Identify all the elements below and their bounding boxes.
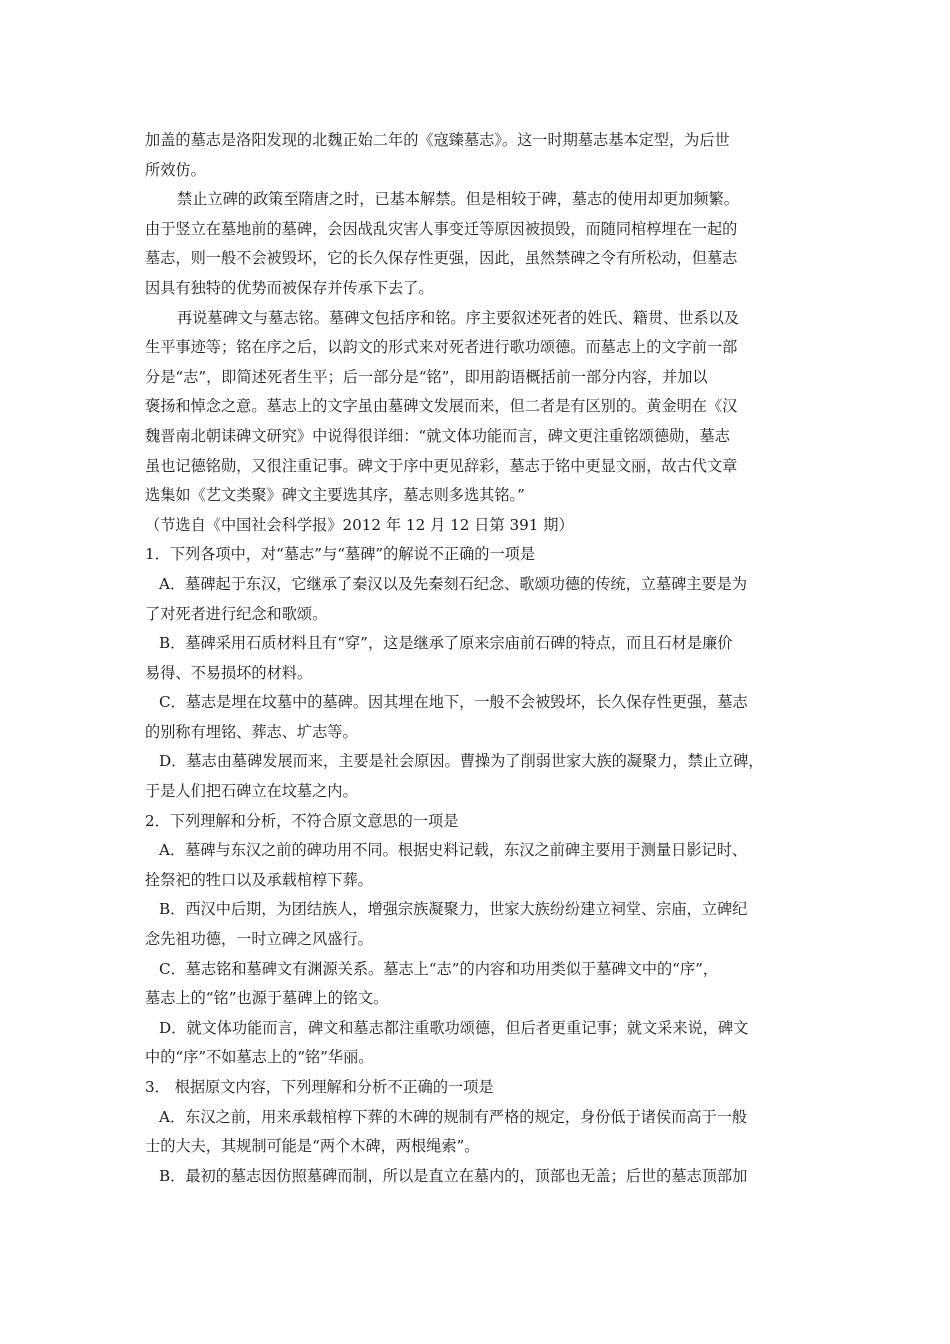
option-d [145, 747, 813, 806]
option-b [145, 629, 813, 688]
text-line: 生平事迹等；铭在序之后，以韵文的形式来对死者进行歌功颂德。而墓志上的文字前一部 [145, 338, 738, 357]
text-line: 由于竖立在墓地前的墓碑，会因战乱灾害人事变迁等原因被损毁，而随同棺椁埋在一起的 [145, 219, 738, 238]
option-text: 的别称有埋铭、葬志、圹志等。 [145, 722, 358, 741]
option-b [145, 895, 813, 954]
text-line: 所效仿。 [145, 160, 206, 179]
option-text: A．东汉之前，用来承载棺椁下葬的木碑的规制有严格的规定，身份低于诸侯而高于一般 [159, 1107, 748, 1126]
text-line: 墓志，则一般不会被毁坏，它的长久保存性更强，因此，虽然禁碑之令有所松动，但墓志 [145, 249, 738, 268]
option-text: 易得、不易损坏的材料。 [145, 663, 313, 682]
text-line: 褒扬和悼念之意。墓志上的文字虽由墓碑文发展而来，但二者是有区别的。黄金明在《汉 [145, 397, 738, 416]
option-text: 拴祭祀的牲口以及承载棺椁下葬。 [145, 870, 373, 889]
text-line: 因具有独特的优势而被保存并传承下去了。 [145, 278, 434, 297]
option-text: A．墓碑起于东汉，它继承了秦汉以及先秦刻石纪念、歌颂功德的传统，立墓碑主要是为 [159, 574, 748, 593]
text-line: 再说墓碑文与墓志铭。墓碑文包括序和铭。序主要叙述死者的姓氏、籍贯、世系以及 [177, 308, 739, 327]
question-stem: 1．下列各项中，对“墓志”与“墓碑”的解说不正确的一项是 [145, 545, 536, 564]
option-c [145, 688, 813, 747]
option-text: 于是人们把石碑立在坟墓之内。 [145, 782, 358, 801]
option-text: C．墓志铭和墓碑文有渊源关系。墓志上“志”的内容和功用类似于墓碑文中的“序”， [159, 959, 719, 978]
option-text: 中的“序”不如墓志上的“铭”华丽。 [145, 1048, 374, 1067]
option-text: B．西汉中后期，为团结族人，增强宗族凝聚力，世家大族纷纷建立祠堂、宗庙，立碑纪 [159, 900, 748, 919]
option-text: 念先祖功德，一时立碑之风盛行。 [145, 930, 373, 949]
question-1 [145, 540, 813, 806]
text-line: 选集如《艺文类聚》碑文主要选其序，墓志则多选其铭。” [145, 486, 525, 505]
paragraph-3 [145, 304, 813, 511]
paragraph-2 [145, 185, 813, 303]
paragraph-1 [145, 126, 813, 185]
document-body [145, 126, 813, 1191]
option-c [145, 955, 813, 1014]
option-text: 墓志上的“铭”也源于墓碑上的铭文。 [145, 989, 389, 1008]
option-text: A．墓碑与东汉之前的碑功用不同。根据史料记载，东汉之前碑主要用于测量日影记时、 [159, 841, 748, 860]
question-stem: 2．下列理解和分析，不符合原文意思的一项是 [145, 811, 459, 830]
text-line: 加盖的墓志是洛阳发现的北魏正始二年的《寇臻墓志》。这一时期墓志基本定型，为后世 [145, 131, 730, 149]
text-line: 虽也记德铭勋，又很注重记事。碑文于序中更见辞彩，墓志于铭中更显文丽，故古代文章 [145, 456, 738, 475]
option-a [145, 570, 813, 629]
question-2 [145, 807, 813, 1073]
option-text: D．就文体功能而言，碑文和墓志都注重歌功颂德，但后者更重记事；就文采来说，碑文 [159, 1018, 749, 1037]
option-a [145, 836, 813, 895]
question-stem: 3． 根据原文内容，下列理解和分析不正确的一项是 [145, 1078, 494, 1096]
text-line: 禁止立碑的政策至隋唐之时，已基本解禁。但是相较于碑，墓志的使用却更加频繁。 [177, 190, 739, 209]
option-text: C．墓志是埋在坟墓中的墓碑。因其埋在地下，一般不会被毁坏，长久保存性更强，墓志 [159, 693, 748, 712]
source-citation: （节选自《中国社会科学报》2012 年 12 月 12 日第 391 期） [145, 515, 574, 534]
option-b [145, 1162, 813, 1192]
text-line: 魏晋南北朝诔碑文研究》中说得很详细：“就文体功能而言，碑文更注重铭颂德勋，墓志 [145, 426, 730, 445]
option-a [145, 1103, 813, 1162]
question-3 [145, 1073, 813, 1191]
option-text: 了对死者进行纪念和歌颂。 [145, 604, 328, 623]
option-text: 士的大夫，其规制可能是“两个木碑，两根绳索”。 [145, 1137, 480, 1156]
option-text: B．墓碑采用石质材料且有“穿”，这是继承了原来宗庙前石碑的特点，而且石材是廉价 [159, 634, 733, 653]
text-line: 分是“志”，即简述死者生平；后一部分是“铭”，即用韵语概括前一部分内容，并加以 [145, 367, 708, 386]
option-text: D．墓志由墓碑发展而来，主要是社会原因。曹操为了削弱世家大族的凝聚力，禁止立碑， [159, 752, 764, 771]
option-text: B．最初的墓志因仿照墓碑而制，所以是直立在墓内的，顶部也无盖；后世的墓志顶部加 [159, 1166, 748, 1185]
option-d [145, 1014, 813, 1073]
